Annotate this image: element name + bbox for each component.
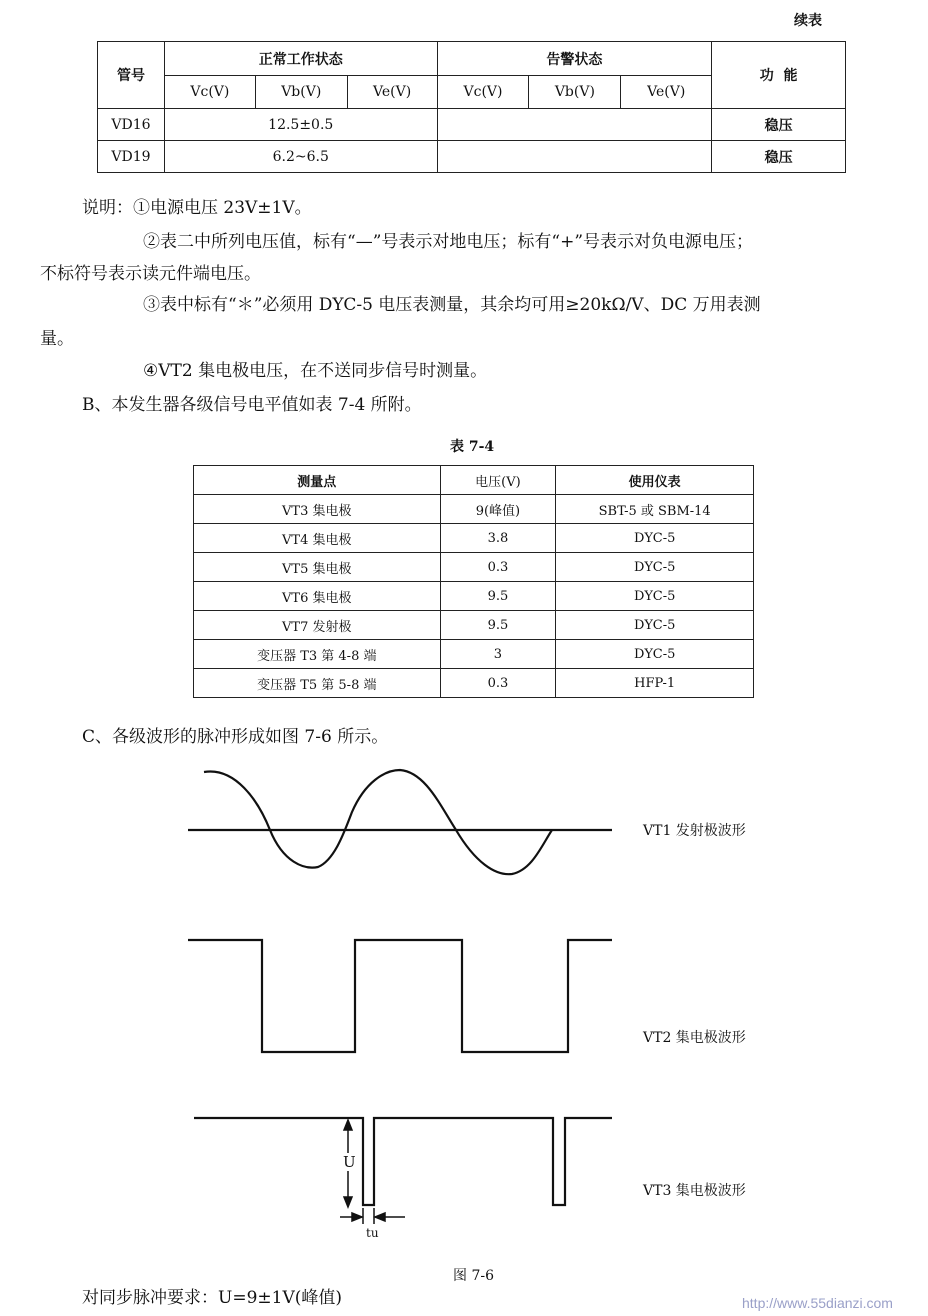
- cell-voltage: 9.5: [440, 611, 556, 640]
- table-row: [194, 582, 754, 611]
- cell-alarm: [437, 109, 712, 141]
- cell-voltage: 9.5: [440, 582, 556, 611]
- vt2-label: VT2 集电极波形: [643, 1030, 746, 1046]
- subheader-vc: Vc(V): [437, 76, 529, 109]
- vt1-sine-wave: [204, 770, 552, 874]
- cell-alarm: [437, 141, 712, 173]
- tu-label: tu: [366, 1226, 379, 1240]
- footer-text: 对同步脉冲要求：U=9±1V(峰值): [82, 1288, 342, 1308]
- subheader-vb: Vb(V): [529, 76, 621, 109]
- cell-voltage: 3.8: [440, 524, 556, 553]
- vt2-square-wave: [188, 940, 612, 1052]
- subheader-ve: Ve(V): [347, 76, 437, 109]
- vt3-label: VT3 集电极波形: [643, 1183, 746, 1199]
- table-row: [194, 524, 754, 553]
- u-arrow-down: [344, 1197, 352, 1207]
- subheader-ve: Ve(V): [621, 76, 712, 109]
- header-instrument: 使用仪表: [556, 466, 754, 495]
- table-row: [194, 495, 754, 524]
- note-3a: ③表中标有“＊”必须用 DYC-5 电压表测量，其余均可用≥20kΩ/V、DC 万用表测: [143, 295, 761, 315]
- vt3-pulse-wave: [194, 1118, 612, 1205]
- cell-instrument: DYC-5: [556, 611, 754, 640]
- cell-point: VT7 发射极: [194, 611, 441, 640]
- u-label: U: [343, 1153, 356, 1171]
- section-c: C、各级波形的脉冲形成如图 7-6 所示。: [82, 727, 389, 747]
- cell-point: 变压器 T5 第 5-8 端: [194, 669, 441, 698]
- note-4: ④VT2 集电极电压，在不送同步信号时测量。: [143, 361, 488, 381]
- header-measure-point: 测量点: [194, 466, 441, 495]
- subheader-vc: Vc(V): [164, 76, 255, 109]
- tu-arrow-right: [375, 1213, 385, 1221]
- status-table: [97, 41, 846, 173]
- note-2a: ②表二中所列电压值，标有“—”号表示对地电压；标有“+”号表示对负电源电压；: [143, 232, 754, 252]
- cell-voltage: 3: [440, 640, 556, 669]
- cell-point: VT5 集电极: [194, 553, 441, 582]
- table-row: [98, 109, 846, 141]
- header-function: 功 能: [712, 42, 846, 109]
- cell-function: 稳压: [712, 109, 846, 141]
- table-row: [194, 611, 754, 640]
- cell-function: 稳压: [712, 141, 846, 173]
- waveform-figure: [0, 760, 928, 1240]
- cell-instrument: DYC-5: [556, 553, 754, 582]
- cell-voltage: 0.3: [440, 669, 556, 698]
- cell-voltage: 9(峰值): [440, 495, 556, 524]
- header-pipe: 管号: [98, 42, 165, 109]
- note-3b: 量。: [40, 329, 74, 349]
- section-b: B、本发生器各级信号电平值如表 7-4 所附。: [82, 395, 422, 415]
- cell-normal: 6.2~6.5: [164, 141, 437, 173]
- cell-instrument: HFP-1: [556, 669, 754, 698]
- signal-level-table: [193, 465, 754, 698]
- tu-arrow-left: [352, 1213, 362, 1221]
- note-1: 说明：①电源电压 23V±1V。: [82, 198, 312, 218]
- continued-label: 续表: [794, 13, 822, 29]
- cell-voltage: 0.3: [440, 553, 556, 582]
- cell-instrument: SBT-5 或 SBM-14: [556, 495, 754, 524]
- cell-point: VT3 集电极: [194, 495, 441, 524]
- cell-pipe: VD16: [98, 109, 165, 141]
- u-arrow-up: [344, 1120, 352, 1130]
- cell-instrument: DYC-5: [556, 640, 754, 669]
- cell-instrument: DYC-5: [556, 582, 754, 611]
- cell-point: VT6 集电极: [194, 582, 441, 611]
- cell-point: 变压器 T3 第 4-8 端: [194, 640, 441, 669]
- table-row: [98, 141, 846, 173]
- cell-instrument: DYC-5: [556, 524, 754, 553]
- table-row: [194, 640, 754, 669]
- table-row: [194, 669, 754, 698]
- table-title: 表 7-4: [450, 439, 495, 455]
- figure-caption: 图 7-6: [453, 1268, 494, 1284]
- cell-normal: 12.5±0.5: [164, 109, 437, 141]
- table-row: [194, 553, 754, 582]
- subheader-vb: Vb(V): [255, 76, 347, 109]
- header-alarm: 告警状态: [437, 42, 712, 76]
- note-2b: 不标符号表示读元件端电压。: [40, 264, 261, 284]
- cell-pipe: VD19: [98, 141, 165, 173]
- vt1-label: VT1 发射极波形: [643, 823, 746, 839]
- header-normal: 正常工作状态: [164, 42, 437, 76]
- header-voltage: 电压(V): [440, 466, 556, 495]
- cell-point: VT4 集电极: [194, 524, 441, 553]
- watermark: http://www.55dianzi.com: [742, 1295, 893, 1311]
